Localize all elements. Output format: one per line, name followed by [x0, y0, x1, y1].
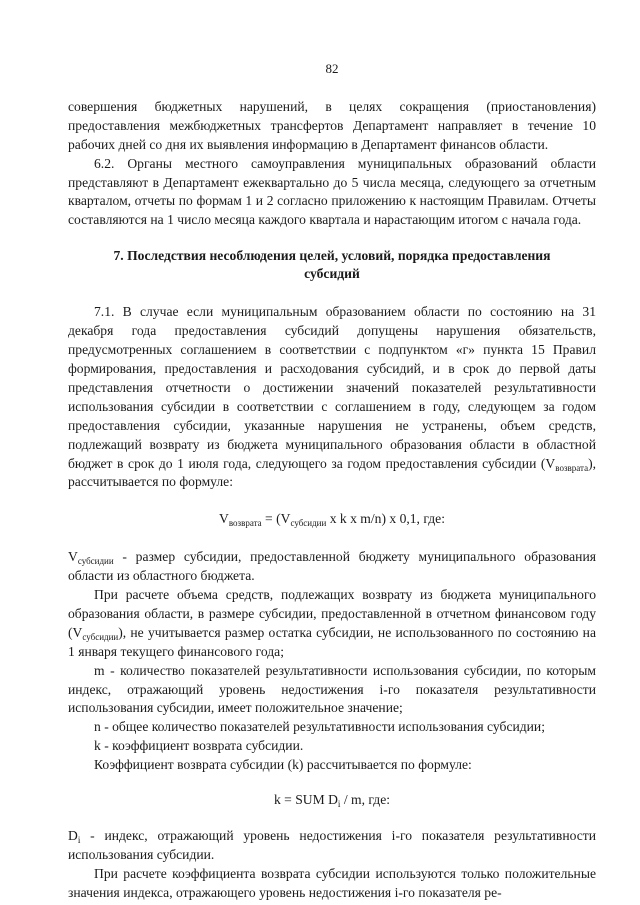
paragraph-positive-values: При расчете коэффициента возврата субсидии используются только положительные значения индекса, отражающего уровень недостижения i-го показателя ре- [68, 865, 596, 900]
paragraph-calculation-note [68, 586, 596, 662]
paragraph-7-1-tail: ), рассчитывается по формуле: [68, 455, 596, 490]
formula1-rhs-subscript: субсидии [290, 518, 327, 529]
section-heading: 7. Последствия несоблюдения целей, условий, порядка предоставления субсидий [113, 248, 551, 282]
definition-m: m - количество показателей результативности использования субсидии, по которым индекс, отражающий уровень недостижения i-го показателя результативности использования субсидии, имеет положительное значение; [68, 662, 596, 716]
paragraph-continuation: совершения бюджетных нарушений, в целях сокращения (приостановления) предоставления межбюджетных трансфертов Департамент направляет в течение 10 рабочих дней со дня их выявления информацию в Департамент финансов области. [68, 98, 596, 152]
coefficient-formula [68, 791, 596, 810]
formula2-prefix: k = SUM D [273, 792, 338, 808]
paragraph-6-2: 6.2. Органы местного самоуправления муниципальных образований области представляют в Департамент ежеквартально до 5 числа месяца, следующего за отчетным кварталом, отчеты по формам 1 и 2 согласно приложению к настоящим Правилам. Отчеты составляются на 1 число месяца каждого квартала и нарастающим итогом с начала года. [68, 155, 596, 228]
v-subsidy-subscript: субсидии [77, 556, 114, 567]
calculation-note-subscript: субсидии [82, 631, 119, 642]
formula1-rest: x k x m/n) x 0,1, где: [326, 511, 445, 527]
definition-v-subsidy: $V_{субсидии}$ - размер субсидии, предоставленной бюджету муниципального образования области из областного бюджета. [68, 549, 596, 584]
formula1-open: = (V [261, 511, 291, 527]
paragraph-7-1-text: 7.1. В случае если муниципальным образованием области по состоянию на 31 декабря года предоставления субсидий допущены нарушения обязательств, предусмотренных соглашением в соответствии с подпунктом «г» пункта 15 Правил формирования, предоставления и расходования субсидий, и в срок до первой даты представления отчетности о достижении значений показателей результативности использования субсидии в соответствии с соглашением в году, следующем за годом предоставления субсидии, указанные нарушения не устранены, объем средств, подлежащий возврату из бюджета муниципального образования области в областной бюджет в срок до 1 июля года, следующего за годом предоставления субсидии (V [68, 304, 596, 471]
calculation-note-text: При расчете объема средств, подлежащих возврату из бюджета муниципального образования области, в размере субсидии, предоставленной в отчетном финансовом году (V [68, 587, 596, 640]
formula1-lhs-subscript: возврата [228, 518, 262, 529]
definition-di-text: - индекс, отражающий уровень недостижения i-го показателя результативности использования субсидии. [68, 828, 596, 862]
definition-di: $D_i$ - индекс, отражающий уровень недостижения i-го показателя результативности использования субсидии. [68, 828, 596, 862]
document-page [68, 60, 596, 903]
di-subscript: i [77, 835, 81, 845]
coefficient-intro: Коэффициент возврата субсидии (k) рассчитывается по формуле: [94, 757, 472, 773]
formula2-subscript: i [337, 799, 341, 810]
definition-n: n - общее количество показателей результативности использования субсидии; [94, 719, 545, 735]
formula2-suffix: / m, где: [340, 792, 391, 808]
return-volume-formula: $V_{возврата} = (V_{субсидии}$ x k x m/n) x 0,1, где: [219, 511, 445, 529]
definition-k: k - коэффициент возврата субсидии. [94, 738, 304, 754]
v-return-subscript: возврата [555, 462, 589, 473]
definition-v-subsidy-text: - размер субсидии, предоставленной бюджету муниципального образования области из областного бюджета. [68, 549, 596, 584]
page-number: 82 [325, 61, 339, 76]
calculation-note-tail: ), не учитывается размер остатка субсидии, не использованного по состоянию на 1 января текущего финансового года; [68, 624, 596, 659]
paragraph-7-1 [68, 303, 596, 492]
